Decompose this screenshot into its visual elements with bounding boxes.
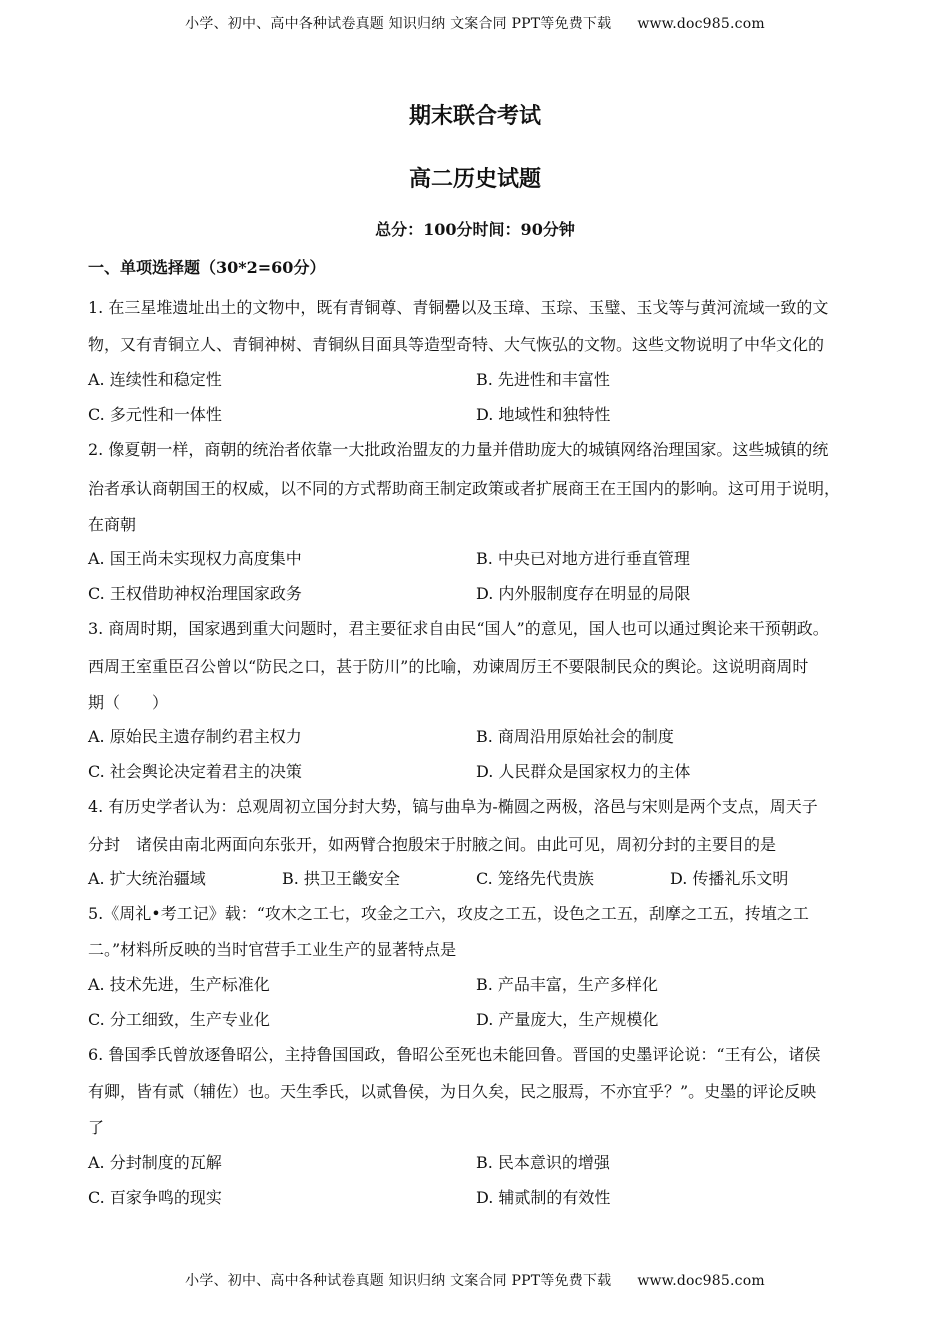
question-4-line-1: 4. 有历史学者认为：总观周初立国分封大势，镐与曲阜为-椭圆之两极，洛邑与宋则是两个支点，周天子 [88,797,818,816]
question-4-option-b[interactable]: B. 拱卫王畿安全 [282,869,400,888]
footer-url[interactable]: www.doc985.com [637,1273,765,1289]
question-5-line-2: 二。”材料所反映的当时官营手工业生产的显著特点是 [88,940,457,959]
question-5-option-a[interactable]: A. 技术先进，生产标准化 [88,975,270,994]
question-5-option-b[interactable]: B. 产品丰富，生产多样化 [476,975,658,994]
question-1-option-d[interactable]: D. 地域性和独特性 [476,405,611,424]
score-time-info: 总分：100分时间：90分钟 [375,220,575,239]
page-header [0,13,950,33]
question-2-line-1: 2. 像夏朝一样，商朝的统治者依靠一大批政治盟友的力量并借助庞大的城镇网络治理国家。这些城镇的统 [88,440,829,459]
footer-text: 小学、初中、高中各种试卷真题 知识归纳 文案合同 PPT等免费下载 [185,1273,612,1289]
section-heading: 一、单项选择题（30*2=60分） [88,258,326,277]
question-2-option-a[interactable]: A. 国王尚未实现权力高度集中 [88,549,302,568]
question-1-line-2: 物，又有青铜立人、青铜神树、青铜纵目面具等造型奇特、大气恢弘的文物。这些文物说明了中华文化的 [88,335,825,354]
question-6-line-2: 有卿，皆有贰（辅佐）也。天生季氏，以贰鲁侯，为日久矣，民之服焉，不亦宜乎？”。史墨的评论反映 [88,1082,817,1101]
question-4-option-d[interactable]: D. 传播礼乐文明 [670,869,789,888]
question-3-option-b[interactable]: B. 商周沿用原始社会的制度 [476,727,674,746]
question-2-option-c[interactable]: C. 王权借助神权治理国家政务 [88,584,302,603]
question-2-option-b[interactable]: B. 中央已对地方进行垂直管理 [476,549,690,568]
question-2-line-3: 在商朝 [88,515,137,534]
header-url[interactable]: www.doc985.com [637,16,765,32]
question-3-line-1: 3. 商周时期，国家遇到重大问题时，君主要征求自由民“国人”的意见，国人也可以通过舆论来干预朝政。 [88,619,829,638]
question-6-option-d[interactable]: D. 辅贰制的有效性 [476,1188,611,1207]
question-6-line-1: 6. 鲁国季氏曾放逐鲁昭公，主持鲁国国政，鲁昭公至死也未能回鲁。晋国的史墨评论说：“王有公，诸侯 [88,1045,821,1064]
question-5-option-d[interactable]: D. 产量庞大，生产规模化 [476,1010,659,1029]
question-2-line-2: 治者承认商朝国王的权威，以不同的方式帮助商王制定政策或者扩展商王在王国内的影响。这可用于说明， [88,479,841,498]
question-3-option-c[interactable]: C. 社会舆论决定着君主的决策 [88,762,302,781]
question-1-option-c[interactable]: C. 多元性和一体性 [88,405,222,424]
question-3-option-d[interactable]: D. 人民群众是国家权力的主体 [476,762,691,781]
question-5-line-1: 5.《周礼•考工记》载：“攻木之工七，攻金之工六，攻皮之工五，设色之工五，刮摩之工五，抟埴之工 [88,904,809,923]
question-2-option-d[interactable]: D. 内外服制度存在明显的局限 [476,584,691,603]
question-4-option-a[interactable]: A. 扩大统治疆域 [88,869,206,888]
exam-subtitle: 高二历史试题 [408,166,541,192]
header-text: 小学、初中、高中各种试卷真题 知识归纳 文案合同 PPT等免费下载 [185,16,612,32]
question-1-option-a[interactable]: A. 连续性和稳定性 [88,370,222,389]
question-4-line-2: 分封 诸侯由南北两面向东张开，如两臂合抱殷宋于肘腋之间。由此可见，周初分封的主要目的是 [88,835,777,854]
exam-title: 期末联合考试 [408,103,541,129]
question-6-option-c[interactable]: C. 百家争鸣的现实 [88,1188,222,1207]
page-footer [0,1270,950,1290]
question-6-option-b[interactable]: B. 民本意识的增强 [476,1153,610,1172]
question-3-line-2: 西周王室重臣召公曾以“防民之口，甚于防川”的比喻，劝谏周厉王不要限制民众的舆论。这说明商周时 [88,657,809,676]
question-3-line-3: 期（ ） [88,693,169,712]
question-6-option-a[interactable]: A. 分封制度的瓦解 [88,1153,222,1172]
question-3-option-a[interactable]: A. 原始民主遗存制约君主权力 [88,727,302,746]
question-1-line-1: 1. 在三星堆遗址出土的文物中，既有青铜尊、青铜罍以及玉璋、玉琮、玉璧、玉戈等与黄河流域一致的文 [88,298,829,317]
question-6-line-3: 了 [88,1118,105,1137]
question-4-option-c[interactable]: C. 笼络先代贵族 [476,869,594,888]
question-5-option-c[interactable]: C. 分工细致，生产专业化 [88,1010,270,1029]
question-1-option-b[interactable]: B. 先进性和丰富性 [476,370,610,389]
